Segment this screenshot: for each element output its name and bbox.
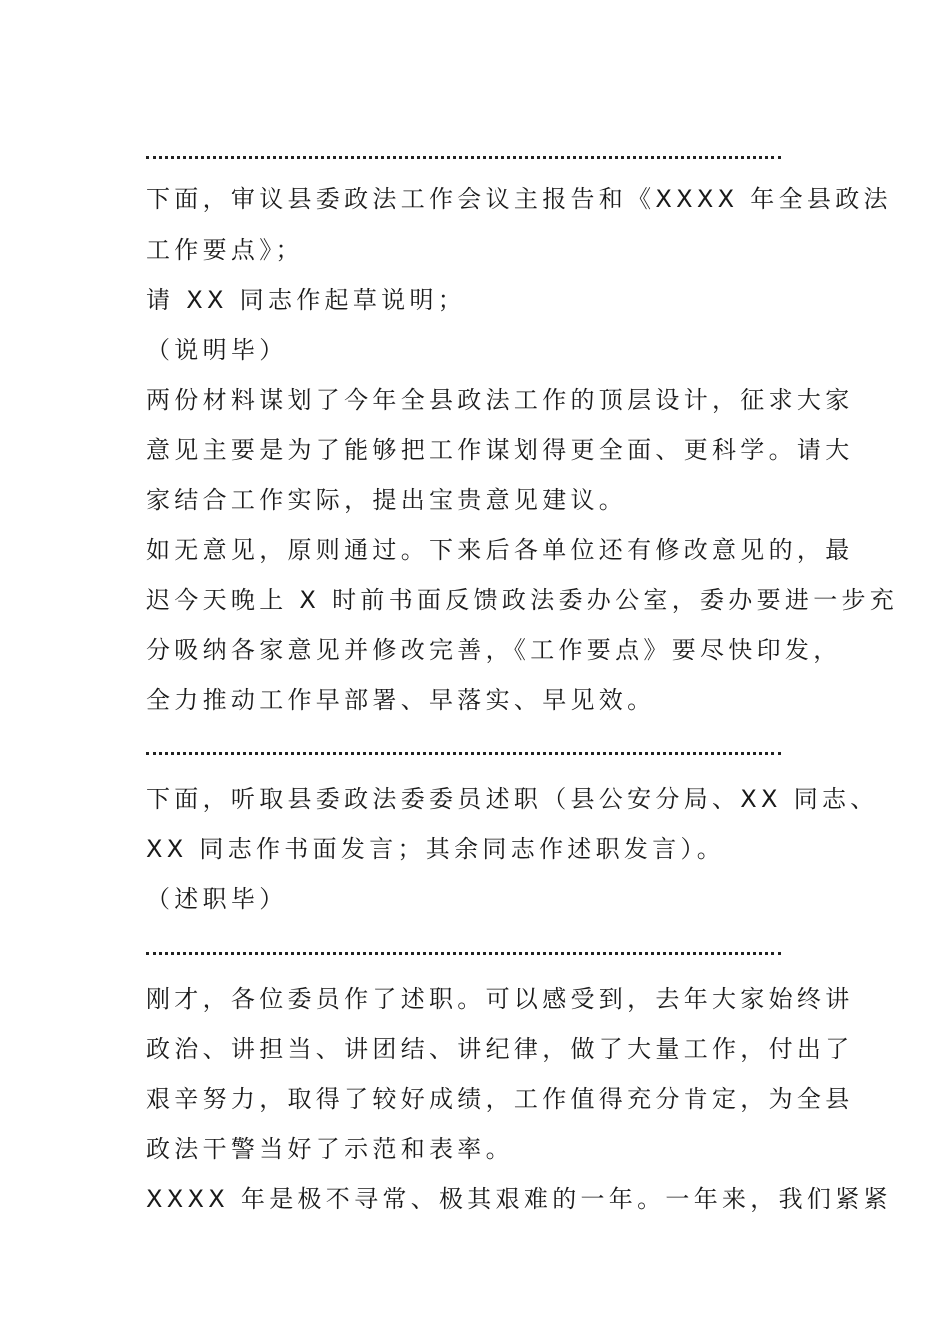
dotted-separator (146, 949, 781, 955)
paragraph-line: 迟今天晚上 X 时前书面反馈政法委办公室，委办要进一步充 (146, 586, 899, 614)
paragraph-line: XX 同志作书面发言；其余同志作述职发言）。 (146, 835, 726, 863)
paragraph-line: 下面，审议县委政法工作会议主报告和《XXXX 年全县政法 (146, 185, 892, 213)
paragraph-line: 请 XX 同志作起草说明； (146, 286, 467, 314)
dotted-separator (146, 749, 781, 755)
paragraph-line: （说明毕） (146, 336, 288, 364)
paragraph-line: 工作要点》； (146, 236, 304, 264)
dotted-separator (146, 153, 781, 159)
paragraph-line: 艰辛努力，取得了较好成绩，工作值得充分肯定，为全县 (146, 1085, 854, 1113)
paragraph-line: 全力推动工作早部署、早落实、早见效。 (146, 686, 656, 714)
paragraph-line: （述职毕） (146, 885, 288, 913)
paragraph-line: 政治、讲担当、讲团结、讲纪律，做了大量工作，付出了 (146, 1035, 854, 1063)
paragraph-line: 下面，听取县委政法委委员述职（县公安分局、XX 同志、 (146, 785, 879, 813)
paragraph-line: 政法干警当好了示范和表率。 (146, 1135, 514, 1163)
paragraph-line: 家结合工作实际，提出宝贵意见建议。 (146, 486, 628, 514)
paragraph-line: 如无意见，原则通过。下来后各单位还有修改意见的，最 (146, 536, 854, 564)
paragraph-line: 两份材料谋划了今年全县政法工作的顶层设计，征求大家 (146, 386, 854, 414)
paragraph-line: 分吸纳各家意见并修改完善，《工作要点》要尽快印发， (146, 636, 842, 664)
paragraph-line: XXXX 年是极不寻常、极其艰难的一年。一年来，我们紧紧 (146, 1185, 892, 1213)
paragraph-line: 意见主要是为了能够把工作谋划得更全面、更科学。请大 (146, 436, 854, 464)
paragraph-line: 刚才，各位委员作了述职。可以感受到，去年大家始终讲 (146, 985, 854, 1013)
